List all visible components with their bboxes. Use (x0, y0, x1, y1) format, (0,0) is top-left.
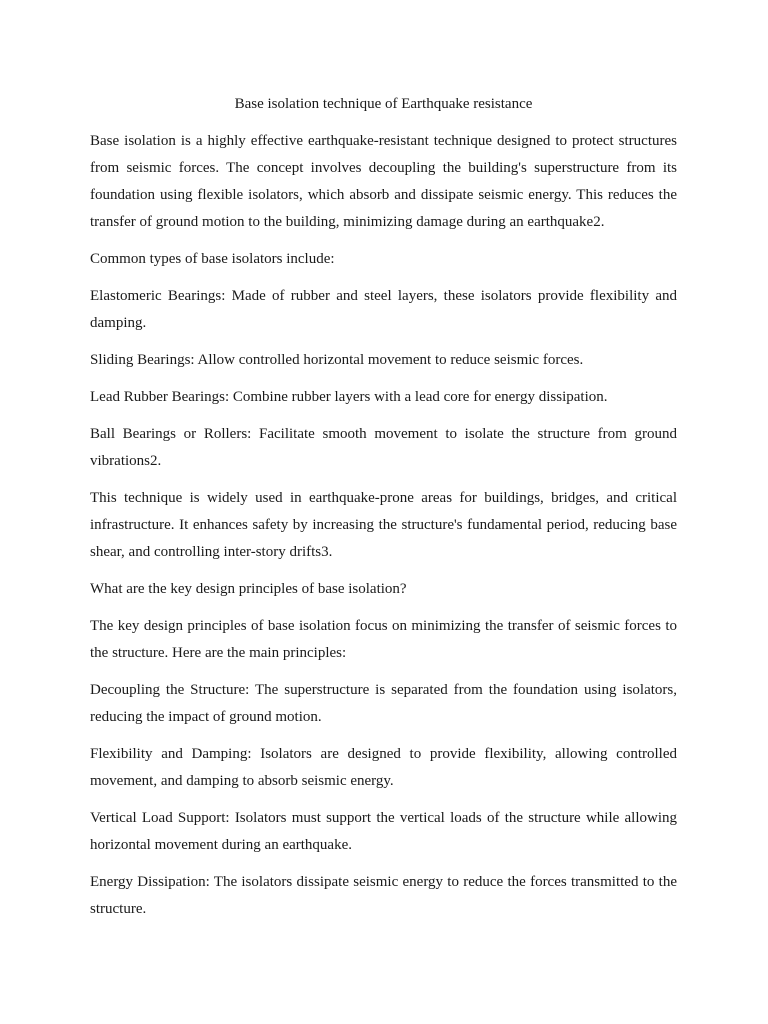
paragraph-flexibility-damping: Flexibility and Damping: Isolators are designed to provide flexibility, allowing controlled movement, and damping to absorb seismic energy. (90, 746, 677, 789)
document-title: Base isolation technique of Earthquake resistance (234, 96, 533, 112)
paragraph-elastomeric-bearings: Elastomeric Bearings: Made of rubber and steel layers, these isolators provide flexibility and damping. (90, 288, 677, 331)
paragraph-lead-rubber-bearings: Lead Rubber Bearings: Combine rubber layers with a lead core for energy dissipation. (90, 389, 608, 405)
paragraph-decoupling: Decoupling the Structure: The superstructure is separated from the foundation using isolators, reducing the impact of ground motion. (90, 682, 677, 725)
paragraph-design-intro: The key design principles of base isolation focus on minimizing the transfer of seismic forces to the structure. Here are the main principles: (90, 618, 677, 661)
paragraph-types-heading: Common types of base isolators include: (90, 251, 335, 267)
paragraph-intro: Base isolation is a highly effective earthquake-resistant technique designed to protect structures from seismic forces. The concept involves decoupling the building's superstructure from its foundation using flexible isolators, which absorb and dissipate seismic energy. This reduces the transfer of ground motion to the building, minimizing damage during an earthquake2. (90, 133, 677, 230)
paragraph-vertical-load: Vertical Load Support: Isolators must support the vertical loads of the structure while allowing horizontal movement during an earthquake. (90, 810, 677, 853)
paragraph-ball-bearings: Ball Bearings or Rollers: Facilitate smooth movement to isolate the structure from ground vibrations2. (90, 426, 677, 469)
paragraph-design-question: What are the key design principles of base isolation? (90, 581, 407, 597)
document-body (90, 91, 677, 933)
paragraph-energy-dissipation: Energy Dissipation: The isolators dissipate seismic energy to reduce the forces transmitted to the structure. (90, 874, 677, 917)
paragraph-sliding-bearings: Sliding Bearings: Allow controlled horizontal movement to reduce seismic forces. (90, 352, 584, 368)
paragraph-usage: This technique is widely used in earthquake-prone areas for buildings, bridges, and critical infrastructure. It enhances safety by increasing the structure's fundamental period, reducing base shear, and controlling inter-story drifts3. (90, 490, 677, 560)
